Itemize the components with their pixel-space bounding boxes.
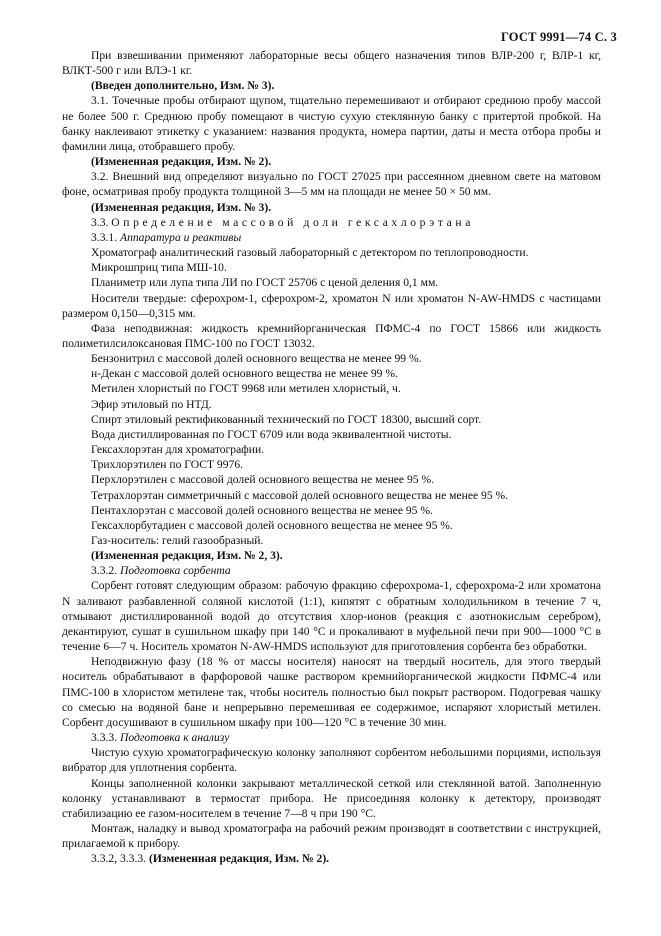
paragraph: Фаза неподвижная: жидкость кремнийорганическая ПФМС-4 по ГОСТ 15866 или жидкость полиметилсилоксановая ПМС-100 по ГОСТ 13032. — [62, 321, 601, 350]
paragraph: Вода дистиллированная по ГОСТ 6709 или вода эквивалентной чистоты. — [91, 427, 452, 441]
amendment-note: (Измененная редакция, Изм. № 2, 3). — [91, 549, 283, 563]
paragraph: Носители твердые: сферохром-1, сферохром-2, хроматон N или хроматон N-AW-HMDS с частицами размером 0,150—0,315 мм. — [62, 291, 601, 320]
subsection-heading — [62, 563, 601, 578]
page-header: ГОСТ 9991—74 С. 3 — [500, 30, 617, 44]
subsection-title: Подготовка сорбента — [120, 564, 231, 578]
paragraph: Перхлорэтилен с массовой долей основного вещества не менее 95 %. — [91, 473, 435, 487]
paragraph: Газ-носитель: гелий газообразный. — [91, 534, 264, 547]
paragraph: Неподвижную фазу (18 % от массы носителя) наносят на твердый носитель, для этого твердый носитель обрабатывают в фарфоровой чашке раствором кремнийорганической жидкости ПФМС-4 или ПМС-100 в хлористом метилене так, чтобы носитель полностью был покрыт раствором. Подогревая чашку со смесью на водяной бане и непрерывно перемешивая ее содержимое, испаряют хлористый метилен. Сорбент досушивают в сушильном шкафу при 100—120 °С в течение 30 мин. — [62, 655, 601, 729]
paragraph: Эфир этиловый по НТД. — [91, 397, 212, 411]
paragraph: Концы заполненной колонки закрывают металлической сеткой или стеклянной ватой. Заполненную колонку устанавливают в термостат прибора. Не присоединяя колонку к детектору, производят стабилизацию ее газом-носителем в течение 7—8 ч при 190 °С. — [62, 776, 601, 820]
paragraph: 3.2. Внешний вид определяют визуально по ГОСТ 27025 при рассеянном дневном свете на матовом фоне, осматривая пробу продукта толщиной 3—5 мм на площади не менее 50 × 50 мм. — [62, 170, 601, 199]
paragraph: Пентахлорэтан с массовой долей основного вещества не менее 95 %. — [91, 503, 433, 517]
subsection-number: 3.3.2. — [91, 564, 118, 578]
paragraph: Сорбент готовят следующим образом: рабочую фракцию сферохрома-1, сферохрома-2 или хроматона N заливают разбавленной соляной кислотой (1:1), кипятят с обратным холодильником в течение 7 ч, отмывают дистиллированной водой до отсутствия хлор-ионов (реакция с азотнокислым серебром), декантируют, сушат в сушильном шкафу при 140 °С и прокаливают в муфельной печи при 900—1000 °С в течение 6—7 ч. Носитель хроматон N-AW-HMDS используют для приготовления сорбента без обработки. — [62, 579, 601, 654]
subsection-number: 3.3.1. — [91, 230, 118, 244]
amendment-note: (Измененная редакция, Изм. № 3). — [91, 200, 272, 214]
amendment-note: (Измененная редакция, Изм. № 2). — [91, 155, 272, 169]
document-body — [62, 48, 601, 866]
subsection-number: 3.3.3. — [91, 731, 118, 745]
paragraph: Трихлорэтилен по ГОСТ 9976. — [91, 458, 244, 472]
subsection-heading — [62, 730, 601, 745]
section-number: 3.3. — [91, 215, 109, 229]
paragraph: н-Декан с массовой долей основного вещества не менее 99 %. — [91, 367, 398, 381]
paragraph: Планиметр или лупа типа ЛИ по ГОСТ 25706 с ценой деления 0,1 мм. — [91, 276, 439, 290]
paragraph: Чистую сухую хроматографическую колонку заполняют сорбентом небольшими порциями, используя вибратор для уплотнения сорбента. — [62, 746, 601, 775]
amendment-note: (Введен дополнительно, Изм. № 3). — [91, 79, 275, 93]
paragraph: Бензонитрил с массовой долей основного вещества не менее 99 %. — [91, 352, 422, 366]
paragraph: Тетрахлорэтан симметричный с массовой долей основного вещества не менее 95 %. — [91, 488, 509, 502]
clause-numbers: 3.3.2, 3.3.3. — [91, 852, 147, 866]
section-heading — [62, 215, 601, 230]
amendment-reference — [62, 851, 601, 866]
section-title: Определение массовой доли гексахлорэтана — [111, 215, 474, 229]
amendment-note: (Измененная редакция, Изм. № 2). — [148, 852, 330, 866]
paragraph: При взвешивании применяют лабораторные весы общего назначения типов ВЛР-200 г, ВЛР-1 кг, ВЛКТ-500 г или ВЛЭ-1 кг. — [62, 49, 601, 78]
subsection-heading — [62, 230, 601, 245]
paragraph: Спирт этиловый ректификованный технический по ГОСТ 18300, высший сорт. — [91, 412, 482, 426]
paragraph: 3.1. Точечные пробы отбирают щупом, тщательно перемешивают и отбирают среднюю пробу массой не более 500 г. Среднюю пробу помещают в чистую сухую стеклянную банку с притертой пробкой. На банку наклеивают этикетку с указанием: названия продукта, номера партии, даты и места отбора пробы и фамилии лица, отобравшего пробу. — [62, 94, 601, 153]
paragraph: Микрошприц типа МШ-10. — [91, 261, 227, 275]
paragraph: Гексахлорэтан для хроматографии. — [91, 443, 265, 457]
subsection-title: Аппаратура и реактивы — [120, 230, 242, 244]
paragraph: Гексахлорбутадиен с массовой долей основного вещества не менее 95 %. — [91, 518, 453, 532]
paragraph: Хроматограф аналитический газовый лабораторный с детектором по теплопроводности. — [91, 246, 529, 260]
subsection-title: Подготовка к анализу — [120, 731, 230, 745]
paragraph: Монтаж, наладку и вывод хроматографа на рабочий режим производят в соответствии с инструкцией, прилагаемой к прибору. — [62, 821, 601, 851]
paragraph: Метилен хлористый по ГОСТ 9968 или метилен хлористый, ч. — [91, 382, 401, 396]
